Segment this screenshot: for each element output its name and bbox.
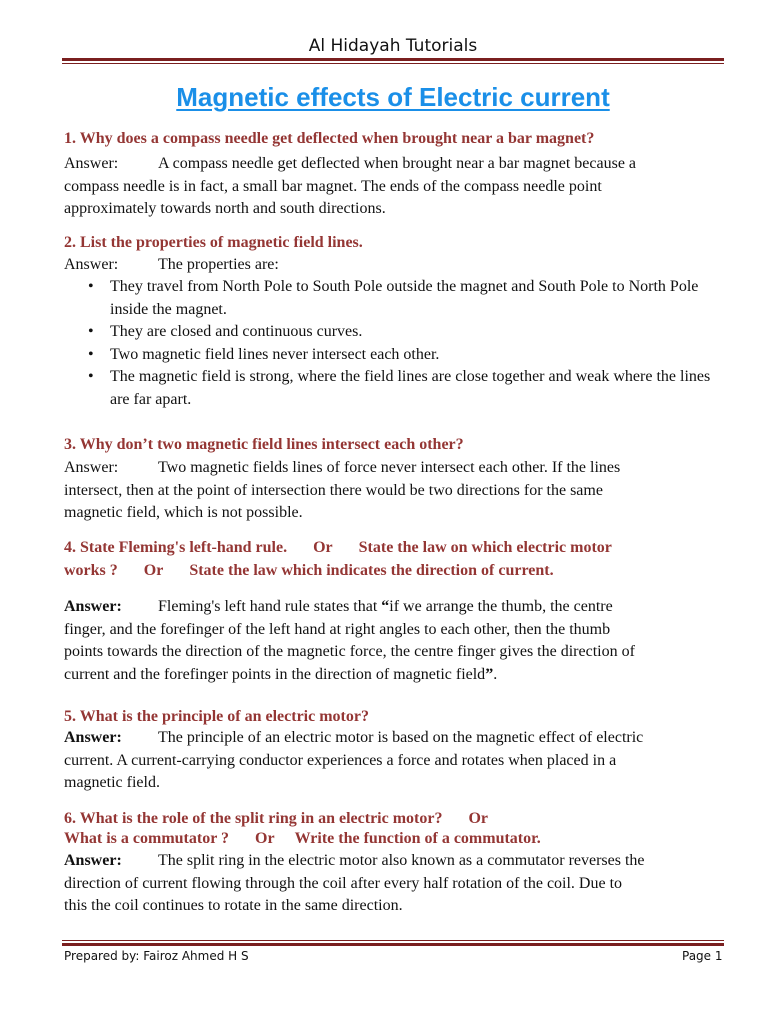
answer-text: magnetic field. [64,774,160,791]
answer-label: Answer: [64,598,122,615]
question-6 [64,808,726,830]
or-label: Or [313,539,333,556]
or-label: Or [143,562,164,579]
answer-text: this the coil continues to rotate in the same direction. [64,897,403,914]
question-text: Write the function of a commutator. [294,830,541,847]
list-item: • The magnetic field is strong, where the field lines are close together and weak where the lines are far apart. [84,366,714,411]
header-rule-thick [62,58,724,61]
answer-label: Answer: [64,729,122,746]
or-label: Or [468,810,489,827]
footer-rule-thick [62,943,724,946]
answer-text: The properties are: [158,256,279,273]
answer-text: intersect, then at the point of intersection there would be two directions for the same [64,481,603,499]
question-6-cont [64,828,726,850]
answer-6 [64,850,714,918]
list-item: • Two magnetic field lines never intersect each other. [84,344,714,367]
answer-text: magnetic field, which is not possible. [64,504,303,521]
question-4-cont [64,560,726,582]
question-text: What is a commutator ? [64,830,230,847]
list-item: • They are closed and continuous curves. [84,321,714,344]
answer-text: direction of current flowing through the coil after every half rotation of the coil. Due to [64,874,623,892]
question-1: 1. Why does a compass needle get deflected when brought near a bar magnet? [64,130,595,147]
answer-3 [64,457,714,525]
quote-mark: “ [381,598,390,615]
answer-text: Fleming's left hand rule states that [158,598,382,615]
question-3: 3. Why don’t two magnetic field lines intersect each other? [64,436,464,453]
question-text: works ? [64,562,118,579]
footer-author: Prepared by: Fairoz Ahmed H S [64,949,249,963]
question-text: 4. State Fleming's left-hand rule. [64,539,288,556]
answer-label: Answer: [64,155,119,172]
answer-1 [64,153,714,221]
answer-text: Two magnetic fields lines of force never intersect each other. If the lines [158,459,621,476]
question-2: 2. List the properties of magnetic field lines. [64,234,363,251]
answer-text: The principle of an electric motor is based on the magnetic effect of electric [158,729,644,746]
properties-list [84,276,714,411]
answer-text: The split ring in the electric motor also known as a commutator reverses the [158,852,645,869]
answer-text: compass needle is in fact, a small bar magnet. The ends of the compass needle point [64,177,602,195]
answer-text: current and the forefinger points in the direction of magnetic field [64,665,486,683]
question-text: State the law on which electric motor [358,539,612,556]
question-4 [64,537,726,559]
or-label: Or [255,830,275,847]
answer-text: . [493,665,498,683]
footer-rule-thin [62,940,724,941]
page-title: Magnetic effects of Electric current [176,82,610,112]
answer-text: A compass needle get deflected when brought near a bar magnet because a [158,155,637,172]
answer-text: points towards the direction of the magnetic force, the centre finger gives the direction of [64,643,635,660]
answer-label: Answer: [64,256,119,273]
list-item: • They travel from North Pole to South Pole outside the magnet and South Pole to North Pole inside the magnet. [84,276,714,321]
question-5: 5. What is the principle of an electric motor? [64,708,369,725]
answer-4 [64,596,714,686]
answer-5 [64,727,714,795]
answer-text: finger, and the forefinger of the left hand at right angles to each other, then the thumb [64,620,611,638]
question-text: State the law which indicates the direction of current. [189,562,554,579]
answer-text: approximately towards north and south directions. [64,200,386,217]
header-title: Al Hidayah Tutorials [308,36,478,56]
header-rule-thin [62,63,724,64]
quote-mark: ” [485,665,494,683]
answer-label: Answer: [64,459,119,476]
answer-label: Answer: [64,852,122,869]
answer-2-intro [64,254,714,277]
answer-text: if we arrange the thumb, the centre [389,598,613,615]
page-number: Page 1 [682,949,723,963]
answer-text: current. A current-carrying conductor experiences a force and rotates when placed in a [64,751,617,769]
question-text: 6. What is the role of the split ring in an electric motor? [64,810,443,827]
